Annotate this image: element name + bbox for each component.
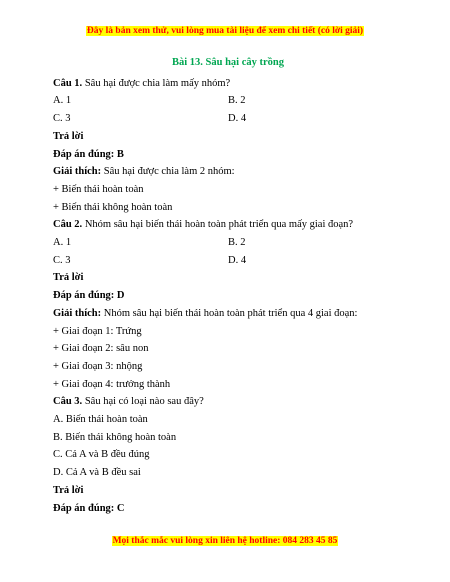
option-d: D. 4 (228, 113, 247, 125)
explanation-text: Nhóm sâu hại biến thái hoàn toàn phát triển qua 4 giai đoạn: (101, 307, 358, 319)
lesson-title: Bài 13. Sâu hại cây trồng (171, 57, 284, 68)
question-3-label: Câu 3. (53, 396, 83, 408)
option-b: B. 2 (228, 237, 246, 249)
question-1-text: Sâu hại được chia làm mấy nhóm? (82, 77, 231, 89)
answer-heading: Trả lời (53, 272, 84, 284)
question-1-options-row-2 (53, 110, 403, 128)
explanation-point: + Giai đoạn 4: trưởng thành (53, 378, 171, 390)
option-c: C. 3 (53, 254, 71, 266)
question-1-label: Câu 1. (53, 77, 83, 89)
answer-heading: Trả lời (53, 484, 84, 496)
option-b: B. Biến thái không hoàn toàn (53, 431, 177, 443)
question-2-label: Câu 2. (53, 219, 83, 231)
question-2-options-row-2 (53, 252, 403, 270)
option-d: D. Cả A và B đều sai (53, 467, 141, 479)
hotline-banner (0, 535, 450, 547)
option-a: A. 1 (53, 95, 72, 107)
explanation-point: + Giai đoạn 2: sâu non (53, 343, 149, 355)
answer-heading: Trả lời (53, 130, 84, 142)
question-2-text: Nhóm sâu hại biến thái hoàn toàn phát triển qua mấy giai đoạn? (82, 219, 354, 231)
explanation-point: + Giai đoạn 1: Trứng (53, 325, 142, 337)
question-2-explanation (53, 305, 403, 323)
option-c: C. 3 (53, 113, 71, 125)
question-3-answer: Đáp án đúng: C (53, 502, 125, 514)
question-2 (53, 216, 403, 234)
question-3-text: Sâu hại có loại nào sau đây? (82, 396, 204, 408)
document-body (53, 54, 403, 517)
option-c: C. Cả A và B đều đúng (53, 449, 150, 461)
question-2-answer: Đáp án đúng: D (53, 290, 125, 302)
preview-notice-banner (0, 25, 450, 37)
explanation-label: Giải thích: (53, 307, 102, 319)
preview-notice-text: Đây là bản xem thử, vui lòng mua tài liệu để xem chi tiết (có lời giải) (86, 26, 364, 36)
explanation-point: + Giai đoạn 3: nhộng (53, 360, 143, 372)
explanation-text: Sâu hại được chia làm 2 nhóm: (101, 166, 235, 178)
question-2-options-row-1 (53, 234, 403, 252)
option-b: B. 2 (228, 95, 246, 107)
explanation-point: + Biến thái không hoàn toàn (53, 201, 173, 213)
hotline-text: Mọi thắc mắc vui lòng xin liên hệ hotline: 084 283 45 85 (112, 536, 338, 546)
question-1-explanation (53, 163, 403, 181)
option-a: A. Biến thái hoàn toàn (53, 414, 148, 426)
explanation-label: Giải thích: (53, 166, 102, 178)
option-d: D. 4 (228, 254, 247, 266)
question-3 (53, 393, 403, 411)
option-a: A. 1 (53, 237, 72, 249)
explanation-point: + Biến thái hoàn toàn (53, 183, 144, 195)
question-1 (53, 75, 403, 93)
question-1-options-row-1 (53, 92, 403, 110)
question-1-answer: Đáp án đúng: B (53, 148, 124, 160)
